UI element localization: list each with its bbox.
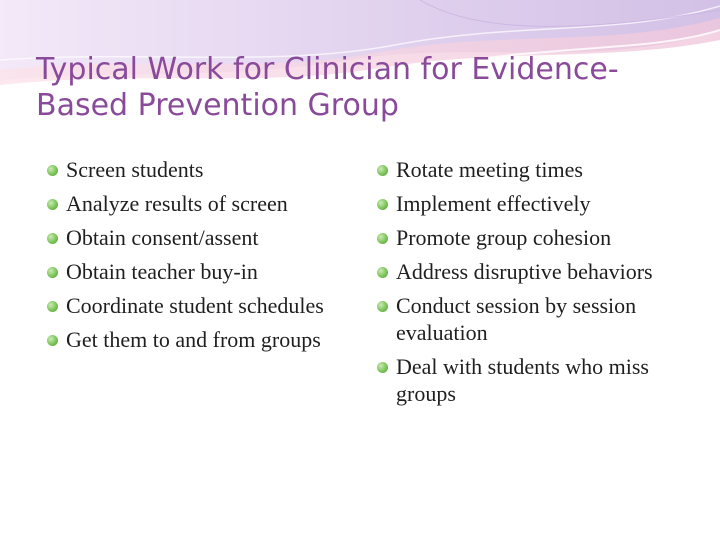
bullet-dot-icon (47, 301, 58, 312)
bullet-dot-icon (377, 233, 388, 244)
bullet-dot-icon (47, 335, 58, 346)
list-item-text: Obtain consent/assent (66, 225, 259, 250)
list-item (47, 224, 357, 251)
list-item-text: Screen students (66, 157, 204, 182)
list-item (377, 190, 697, 217)
list-item (377, 353, 697, 407)
bullet-dot-icon (47, 199, 58, 210)
right-bullet-list (377, 156, 697, 414)
list-item (47, 156, 357, 183)
bullet-dot-icon (377, 199, 388, 210)
list-item (377, 292, 697, 346)
list-item-text: Deal with students who miss groups (396, 354, 649, 406)
bullet-dot-icon (47, 233, 58, 244)
list-item (377, 258, 697, 285)
left-bullet-list (47, 156, 357, 360)
list-item (47, 326, 357, 353)
list-item-text: Conduct session by session evaluation (396, 293, 637, 345)
list-item-text: Promote group cohesion (396, 225, 612, 250)
bullet-dot-icon (377, 362, 388, 373)
bullet-dot-icon (47, 165, 58, 176)
list-item-text: Obtain teacher buy-in (66, 259, 258, 284)
list-item-text: Get them to and from groups (66, 327, 321, 352)
list-item-text: Implement effectively (396, 191, 591, 216)
bullet-dot-icon (377, 165, 388, 176)
bullet-dot-icon (47, 267, 58, 278)
list-item (377, 224, 697, 251)
list-item (47, 258, 357, 285)
list-item-text: Rotate meeting times (396, 157, 583, 182)
bullet-dot-icon (377, 267, 388, 278)
bullet-dot-icon (377, 301, 388, 312)
list-item (47, 292, 357, 319)
slide-title: Typical Work for Clinician for Evidence-Based Prevention Group (36, 52, 619, 123)
list-item (377, 156, 697, 183)
list-item-text: Coordinate student schedules (66, 293, 324, 318)
list-item (47, 190, 357, 217)
list-item-text: Address disruptive behaviors (396, 259, 653, 284)
list-item-text: Analyze results of screen (66, 191, 288, 216)
